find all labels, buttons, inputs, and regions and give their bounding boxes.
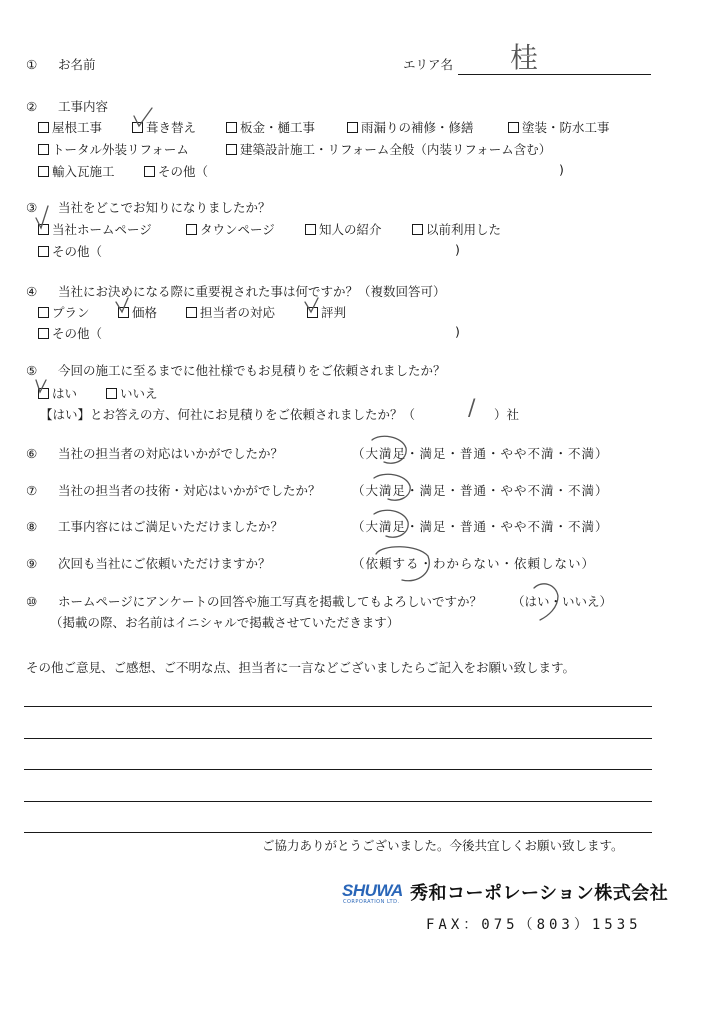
q10-note: （掲載の際、お名前はイニシャルで掲載させていただきます） <box>50 615 400 630</box>
checkbox[interactable] <box>347 122 358 133</box>
q7-scale[interactable]: （大満足・満足・普通・やや不満・不満） <box>352 483 609 498</box>
checkbox[interactable] <box>38 388 49 399</box>
q2-option-design-build[interactable]: 建築設計施工・リフォーム全般（内装リフォーム含む） <box>226 140 551 158</box>
checkbox[interactable] <box>307 307 318 318</box>
checkbox[interactable] <box>412 224 423 235</box>
q7-title: ⑦ 当社の担当者の技術・対応はいかがでしたか？ <box>26 483 321 498</box>
checkbox[interactable] <box>38 224 49 235</box>
checkbox[interactable] <box>118 307 129 318</box>
fax-number: FAX：075（803）1535 <box>426 917 642 933</box>
area-handwritten-value: 桂 <box>510 41 539 74</box>
q6-scale[interactable]: （大満足・満足・普通・やや不満・不満） <box>352 446 609 461</box>
q2-option-roof[interactable]: 屋根工事 <box>38 118 102 136</box>
q9-scale[interactable]: （依頼する・わからない・依頼しない） <box>352 556 596 571</box>
comment-line[interactable] <box>24 738 652 739</box>
comment-line[interactable] <box>24 832 652 833</box>
area-label: エリア名 <box>403 57 454 72</box>
q2-option-refit[interactable]: 葺き替え <box>132 118 196 136</box>
q4-other-close: ) <box>455 324 460 339</box>
q2-title: ② 工事内容 <box>26 99 109 114</box>
checkbox[interactable] <box>226 122 237 133</box>
company-logo: SHUWA <box>342 881 403 900</box>
q4-option-price[interactable]: 価格 <box>118 303 157 321</box>
q6-title: ⑥ 当社の担当者の対応はいかがでしたか？ <box>26 446 284 461</box>
q2-option-leak-repair[interactable]: 雨漏りの補修・修繕 <box>347 118 474 136</box>
checkbox[interactable] <box>132 122 143 133</box>
checkbox[interactable] <box>144 166 155 177</box>
q4-title: ④ 当社にお決めになる際に重要視された事は何ですか？（複数回答可） <box>26 284 446 299</box>
q3-option-homepage[interactable]: 当社ホームページ <box>38 220 152 238</box>
checkbox[interactable] <box>186 224 197 235</box>
q5-followup-end: ）社 <box>494 407 520 422</box>
q2-option-sheet-metal[interactable]: 板金・樋工事 <box>226 118 315 136</box>
q3-option-other[interactable]: その他（ <box>38 242 102 260</box>
q5-title: ⑤ 今回の施工に至るまでに他社様でもお見積りをご依頼されましたか？ <box>26 363 446 378</box>
q2-option-exterior[interactable]: トータル外装リフォーム <box>38 140 189 158</box>
q4-option-staff[interactable]: 担当者の対応 <box>186 303 275 321</box>
q8-title: ⑧ 工事内容にはご満足いただけましたか？ <box>26 519 284 534</box>
q3-option-previous[interactable]: 以前利用した <box>412 220 501 238</box>
name-row <box>26 55 96 73</box>
question-number: ① <box>26 57 38 72</box>
company-logo-sub: CORPORATION LTD. <box>343 899 400 905</box>
comment-line[interactable] <box>24 801 652 802</box>
q2-option-painting[interactable]: 塗装・防水工事 <box>508 118 610 136</box>
q8-scale[interactable]: （大満足・満足・普通・やや不満・不満） <box>352 519 609 534</box>
q3-title: ③ 当社をどこでお知りになりましたか？ <box>26 200 271 215</box>
checkbox[interactable] <box>508 122 519 133</box>
q10-scale[interactable]: （はい・いいえ） <box>512 594 613 609</box>
q2-option-other[interactable]: その他（ <box>144 162 208 180</box>
q5-handwritten-count: / <box>468 396 476 421</box>
q10-title: ⑩ ホームページにアンケートの回答や施工写真を掲載してもよろしいですか？ <box>26 594 483 609</box>
comments-prompt: その他ご意見、ご感想、ご不明な点、担当者に一言などございましたらご記入をお願い致します。 <box>26 660 576 675</box>
checkbox[interactable] <box>305 224 316 235</box>
checkbox[interactable] <box>106 388 117 399</box>
q5-option-yes[interactable]: はい <box>38 384 77 402</box>
q2-option-imported-tile[interactable]: 輸入瓦施工 <box>38 162 115 180</box>
q4-option-other[interactable]: その他（ <box>38 324 102 342</box>
checkbox[interactable] <box>38 166 49 177</box>
checkbox[interactable] <box>38 122 49 133</box>
q2-other-close: ) <box>559 162 564 177</box>
area-field-line[interactable] <box>458 74 651 75</box>
company-name: 秀和コーポレーション株式会社 <box>410 883 669 904</box>
comment-line[interactable] <box>24 706 652 707</box>
q3-option-referral[interactable]: 知人の紹介 <box>305 220 382 238</box>
q5-option-no[interactable]: いいえ <box>106 384 158 402</box>
comment-line[interactable] <box>24 769 652 770</box>
checkbox[interactable] <box>38 246 49 257</box>
q4-option-reputation[interactable]: 評判 <box>307 303 346 321</box>
checkbox[interactable] <box>38 144 49 155</box>
q4-option-plan[interactable]: プラン <box>38 303 90 321</box>
thanks-text: ご協力ありがとうございました。今後共宜しくお願い致します。 <box>262 838 624 853</box>
checkbox[interactable] <box>226 144 237 155</box>
checkbox[interactable] <box>186 307 197 318</box>
q3-option-townpage[interactable]: タウンページ <box>186 220 275 238</box>
checkbox[interactable] <box>38 328 49 339</box>
q9-title: ⑨ 次回も当社にご依頼いただけますか？ <box>26 556 271 571</box>
q5-followup: 【はい】とお答えの方、何社にお見積りをご依頼されましたか？（ <box>40 407 416 422</box>
checkbox[interactable] <box>38 307 49 318</box>
q3-other-close: ) <box>455 242 460 257</box>
name-label: お名前 <box>58 57 96 72</box>
